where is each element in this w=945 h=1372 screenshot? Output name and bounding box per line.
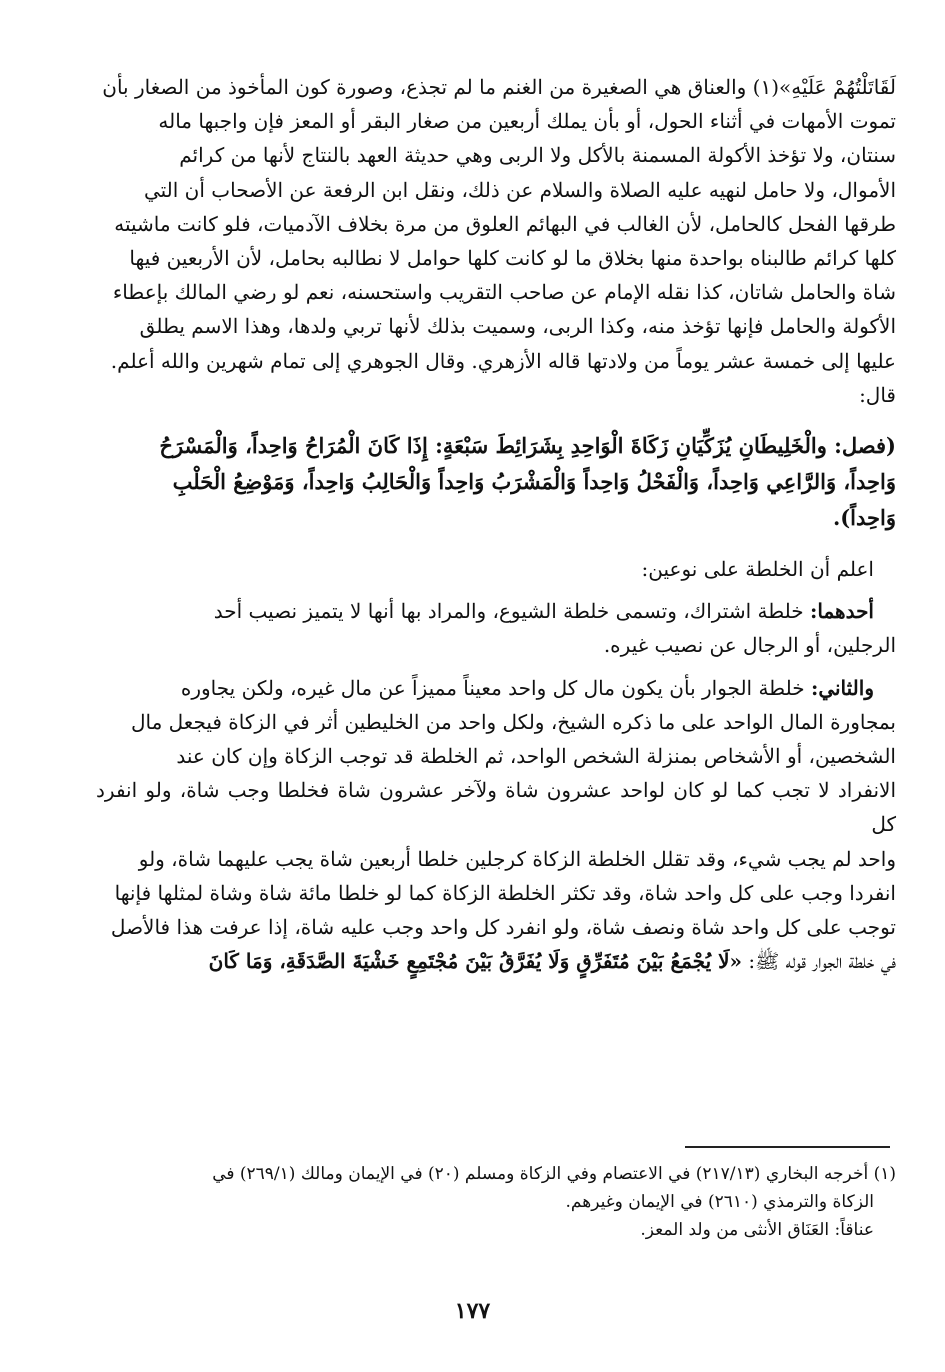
- fasl-line: وَاحِداً).: [832, 505, 896, 531]
- paragraph-part1: [96, 70, 896, 412]
- text-line: خلطة الجوار بأن يكون مال كل واحد معيناً مميزاً عن مال غيره، ولكن يجاوره: [180, 675, 805, 700]
- page-body: [96, 70, 896, 978]
- text-line: توجب على كل واحد شاة ونصف شاة، ولو انفرد كل واحد وجب عليه شاة، إذا عرفت هذا فالأصل: [110, 915, 896, 940]
- second-type-label: والثاني:: [810, 675, 874, 700]
- first-type-label: أحدهما:: [809, 599, 874, 624]
- footnote-divider: [685, 1146, 890, 1148]
- second-type-paragraph: [96, 671, 896, 979]
- fasl-line: (فصل: والْخَلِيطَانِ يُزَكِّيَانِ زَكَاةَ الْوَاحِدِ بِشَرَائِطَ سَبْعَةٍ: إِذَا كَانَ الْمُرَاحُ وَاحِداً، وَالْمَسْرَحُ: [159, 433, 896, 459]
- text-line: الانفراد لا تجب كما لو كان لواحد عشرون شاة ولآخر عشرون شاة فخلطا وجب شاة، ولو انفرد كل: [96, 778, 896, 837]
- text-line: سنتان، ولا تؤخذ الأكولة المسمنة بالأكل ولا الربى وهي حديثة العهد بالنتاج لأنها من كرائم: [179, 143, 896, 168]
- text-line: كلها كرائم طالبناه بواحدة منها بخلاق ما لو كانت كلها حوامل لا نطالبه بحامل، لأن الأربعين فيها: [129, 246, 896, 271]
- text-line: الأكولة والحامل فإنها تؤخذ منه، وكذا الربى، وسميت بذلك لأنها تربي ولدها، وهذا الاسم يطلق: [139, 314, 896, 339]
- text-line: تموت الأمهات في أثناء الحول، أو بأن يملك أربعين من صغار البقر أو المعز فإن واجبها ماله: [158, 109, 896, 134]
- intro-line: اعلم أن الخلطة على نوعين:: [641, 557, 874, 582]
- text-line: الأموال، ولا حامل لنهيه عليه الصلاة والسلام عن ذلك، ونقل ابن الرفعة عن الأصحاب أن التي: [143, 177, 896, 202]
- footnote-line: (١) أخرجه البخاري (٢١٧/١٣) في الاعتصام وفي الزكاة ومسلم (٢٠) في الإيمان ومالك (٢٦٩/١) في: [212, 1164, 896, 1184]
- qal-line: قال:: [859, 382, 896, 407]
- text-line: في خلطة الجوار قوله ﷺ:: [742, 949, 896, 974]
- text-line: انفردا وجب على كل واحد شاة، وقد تكثر الخلطة الزكاة كما لو خلطا مائة شاة وشاة لمثلها فإنها: [114, 880, 896, 905]
- fasl-line: وَاحِداً، وَالرَّاعِي وَاحِداً، وَالْفَحْلُ وَاحِداً وَالْمَشْرَبُ وَاحِداً وَالْحَالِبُ وَاحِداً، وَمَوْضِعُ الْحَلْبِ: [172, 469, 896, 495]
- text-line: طرقها الفحل كالحامل، لأن الغالب في البهائم العلوق من مرة بخلاف الآدميات، فلو كانت ماشيته: [114, 211, 896, 236]
- footnote-line: الزكاة والترمذي (٢٦١٠) في الإيمان وغيرهم.: [565, 1192, 874, 1212]
- first-type-paragraph: [96, 594, 896, 662]
- footnotes: [96, 1160, 896, 1244]
- text-line: خلطة اشتراك، وتسمى خلطة الشيوع، والمراد بها أنها لا يتميز نصيب أحد: [213, 599, 804, 624]
- footnote-line: عناقاً: العَنَاق الأنثى من ولد المعز.: [640, 1220, 874, 1240]
- page-number: ١٧٧: [454, 1298, 491, 1324]
- text-line: بمجاورة المال الواحد على ما ذكره الشيخ، ولكل واحد من الخليطين أثر في الزكاة فيجعل مال: [130, 709, 896, 734]
- text-line: شاة والحامل شاتان، كذا نقله الإمام عن صاحب التقريب واستحسنه، نعم لو رضي المالك بإعطاء: [112, 280, 896, 305]
- text-line: الشخصين، أو الأشخاص بمنزلة الشخص الواحد، ثم الخلطة قد توجب الزكاة وإن كان عند: [176, 744, 896, 769]
- hadith-quote: «لَا يُجْمَعُ بَيْنَ مُتَفَرِّقٍ وَلَا يُفَرَّقُ بَيْنَ مُجْتَمِعٍ خَشْيَةَ الصَّدَقَةِ، وَمَا كَانَ: [208, 949, 743, 974]
- text-line: لَقَاتَلْتُهُمْ عَلَيْهِ»(١) والعناق هي الصغيرة من الغنم ما لم تجذع، وصورة كون المأخوذ من الصغار بأن: [102, 75, 896, 99]
- fasl-section: [96, 428, 896, 536]
- text-line: الرجلين، أو الرجال عن نصيب غيره.: [603, 633, 896, 658]
- text-line: واحد لم يجب شيء، وقد تقلل الخلطة الزكاة كرجلين خلطا أربعين شاة يجب عليهما شاة، ولو: [138, 846, 896, 871]
- text-line: عليها إلى خمسة عشر يوماً من ولادتها قاله الأزهري. وقال الجوهري إلى تمام شهرين والله أعلم.: [110, 348, 896, 373]
